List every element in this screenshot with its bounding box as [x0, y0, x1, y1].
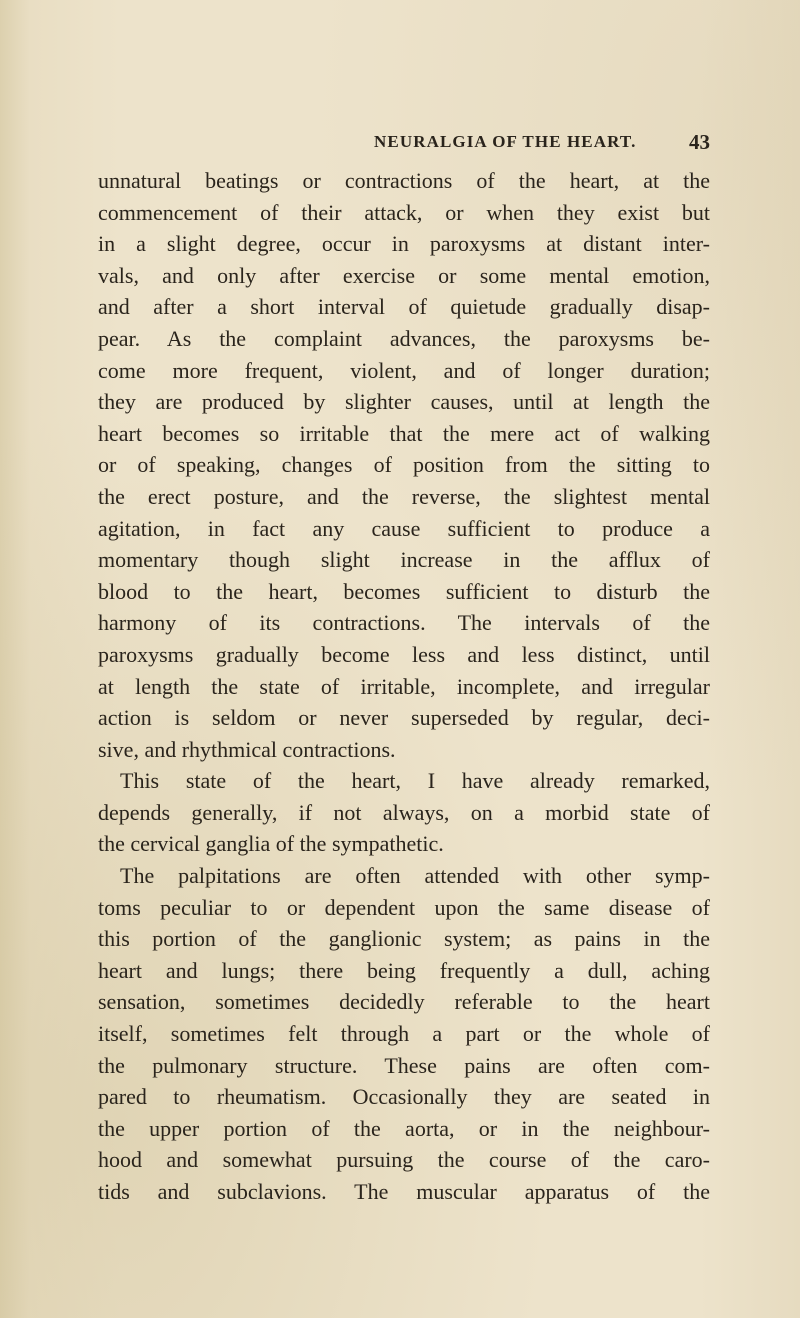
- text-line: pared to rheumatism. Occasionally they are seated in: [98, 1084, 710, 1110]
- text-line: commencement of their attack, or when they exist but: [98, 199, 710, 225]
- text-line: heart becomes so irritable that the mere act of walking: [98, 420, 710, 446]
- text-line: This state of the heart, I have already remarked,: [120, 768, 710, 794]
- text-line: itself, sometimes felt through a part or the whole of: [98, 1021, 710, 1047]
- text-line: heart and lungs; there being frequently a dull, aching: [98, 957, 710, 983]
- text-line: sensation, sometimes decidedly referable to the heart: [98, 989, 710, 1015]
- running-title: NEURALGIA OF THE HEART.: [374, 132, 637, 151]
- text-line: hood and somewhat pursuing the course of the caro-: [98, 1147, 710, 1173]
- text-line: sive, and rhythmical contractions.: [98, 736, 396, 762]
- text-line: pear. As the complaint advances, the paroxysms be-: [98, 325, 710, 351]
- text-line: come more frequent, violent, and of longer duration;: [98, 357, 710, 383]
- text-line: vals, and only after exercise or some mental emotion,: [98, 262, 710, 288]
- text-line: depends generally, if not always, on a morbid state of: [98, 799, 710, 825]
- text-line: agitation, in fact any cause sufficient to produce a: [98, 515, 710, 541]
- text-line: the cervical ganglia of the sympathetic.: [98, 831, 444, 857]
- text-line: at length the state of irritable, incomplete, and irregular: [98, 673, 710, 699]
- text-line: toms peculiar to or dependent upon the same disease of: [98, 894, 710, 920]
- text-line: or of speaking, changes of position from the sitting to: [98, 452, 710, 478]
- page-number: 43: [689, 130, 710, 154]
- text-line: momentary though slight increase in the afflux of: [98, 547, 710, 573]
- text-line: the erect posture, and the reverse, the slightest mental: [98, 483, 710, 509]
- text-line: harmony of its contractions. The intervals of the: [98, 610, 710, 636]
- text-line: action is seldom or never superseded by regular, deci-: [98, 705, 710, 731]
- text-line: they are produced by slighter causes, until at length the: [98, 389, 710, 415]
- text-line: The palpitations are often attended with other symp-: [120, 863, 710, 889]
- running-head: [98, 128, 710, 156]
- text-line: paroxysms gradually become less and less distinct, until: [98, 641, 710, 667]
- body-text: [98, 165, 710, 1208]
- text-line: the upper portion of the aorta, or in the neighbour-: [98, 1115, 710, 1141]
- text-line: and after a short interval of quietude gradually disap-: [98, 294, 710, 320]
- text-line: unnatural beatings or contractions of the heart, at the: [98, 168, 710, 193]
- text-line: this portion of the ganglionic system; as pains in the: [98, 926, 710, 952]
- text-line: blood to the heart, becomes sufficient to disturb the: [98, 578, 710, 604]
- text-line: the pulmonary structure. These pains are often com-: [98, 1052, 710, 1078]
- text-line: tids and subclavions. The muscular apparatus of the: [98, 1179, 710, 1204]
- text-line: in a slight degree, occur in paroxysms at distant inter-: [98, 231, 710, 257]
